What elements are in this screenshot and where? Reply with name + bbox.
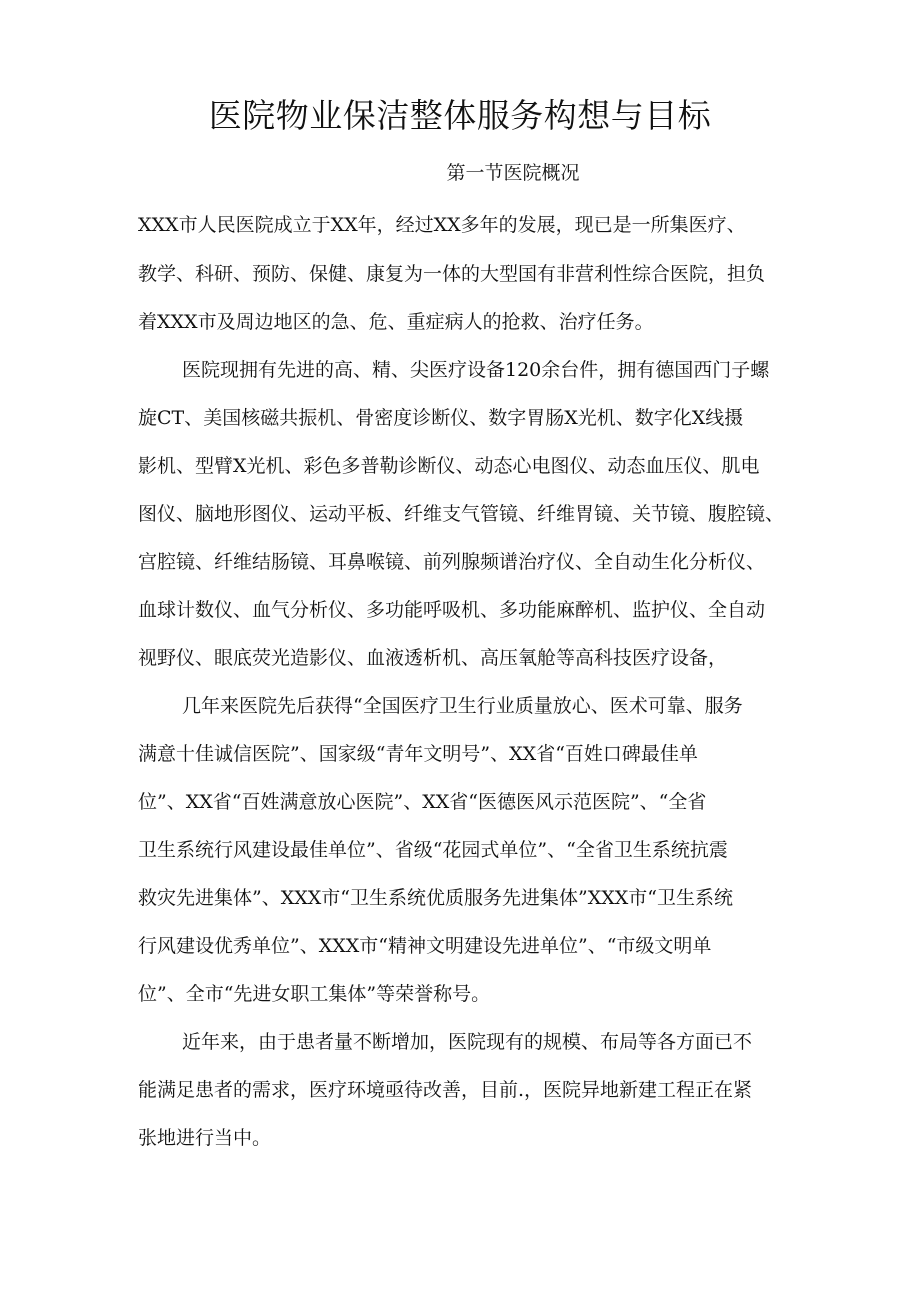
text-line: 影机、型臂X光机、彩色多普勒诊断仪、动态心电图仪、动态血压仪、肌电 xyxy=(138,455,760,477)
text-line: 近年来，由于患者量不断增加，医院现有的规模、布局等各方面已不 xyxy=(182,1031,753,1053)
section-title: 第一节医院概况 xyxy=(446,162,580,184)
text-line: 满意十佳诚信医院”、国家级“青年文明号”、XX省“百姓口碑最佳单 xyxy=(138,743,698,765)
text-line: 着XXX市及周边地区的急、危、重症病人的抢救、治疗任务。 xyxy=(138,311,654,333)
text-line: 旋CT、美国核磁共振机、骨密度诊断仪、数字胃肠X光机、数字化X线摄 xyxy=(138,407,744,429)
text-line: 几年来医院先后获得“全国医疗卫生行业质量放心、医术可靠、服务 xyxy=(182,695,743,717)
text-line: 血球计数仪、血气分析仪、多功能呼吸机、多功能麻醉机、监护仪、全自动 xyxy=(138,599,766,621)
text-line: 教学、科研、预防、保健、康复为一体的大型国有非营利性综合医院，担负 xyxy=(138,263,766,285)
text-line: 宫腔镜、纤维结肠镜、耳鼻喉镜、前列腺频谱治疗仪、全自动生化分析仪、 xyxy=(138,551,766,573)
text-line: 行风建设优秀单位”、XXX市“精神文明建设先进单位”、“市级文明单 xyxy=(138,935,712,957)
text-line: 能满足患者的需求，医疗环境亟待改善，目前.，医院异地新建工程正在紧 xyxy=(138,1079,753,1101)
text-line: 救灾先进集体”、XXX市“卫生系统优质服务先进集体”XXX市“卫生系统 xyxy=(138,887,734,909)
text-line: 张地进行当中。 xyxy=(138,1127,272,1149)
text-line: 位”、全市“先进女职工集体”等荣誉称号。 xyxy=(138,983,491,1005)
text-line: XXX市人民医院成立于XX年，经过XX多年的发展，现已是一所集医疗、 xyxy=(138,214,746,236)
text-line: 位”、XX省“百姓满意放心医院”、XX省“医德医风示范医院”、“全省 xyxy=(138,791,707,813)
text-line: 视野仪、眼底荧光造影仪、血液透析机、高压氧舱等高科技医疗设备， xyxy=(138,647,728,669)
text-line: 卫生系统行风建设最佳单位”、省级“花园式单位”、“全省卫生系统抗震 xyxy=(138,839,728,861)
document-title: 医院物业保洁整体服务构想与目标 xyxy=(208,96,712,135)
text-line: 医院现拥有先进的高、精、尖医疗设备120余台件，拥有德国西门子螺 xyxy=(182,359,770,381)
text-line: 图仪、脑地形图仪、运动平板、纤维支气管镜、纤维胃镜、关节镜、腹腔镜、 xyxy=(138,503,785,525)
